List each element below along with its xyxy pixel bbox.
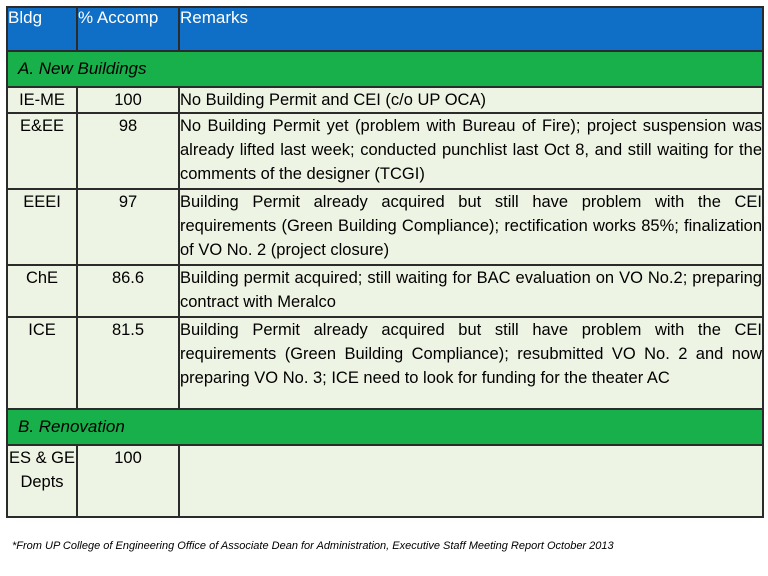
accomp-cell: 86.6 <box>77 265 179 317</box>
remarks-cell: Building permit acquired; still waiting for BAC evaluation on VO No.2; preparing contract with Meralco <box>179 265 763 317</box>
header-remarks: Remarks <box>179 7 763 51</box>
footnote: *From UP College of Engineering Office of Associate Dean for Administration, Executive Staff Meeting Report October 2013 <box>12 540 614 552</box>
accomp-cell: 100 <box>77 87 179 113</box>
table-row <box>7 317 763 409</box>
bldg-cell: E&EE <box>7 113 77 189</box>
accomp-cell: 81.5 <box>77 317 179 409</box>
bldg-cell: ChE <box>7 265 77 317</box>
remarks-cell <box>179 445 763 517</box>
table-row <box>7 445 763 517</box>
accomp-cell: 100 <box>77 445 179 517</box>
section-row <box>7 409 763 445</box>
remarks-cell: No Building Permit yet (problem with Bureau of Fire); project suspension was already lifted last week; conducted punchlist last Oct 8, and still waiting for the comments of the designer (TCGI) <box>179 113 763 189</box>
table-row <box>7 189 763 265</box>
remarks-cell: Building Permit already acquired but still have problem with the CEI requirements (Green Building Compliance); rectification works 85%; finalization of VO No. 2 (project closure) <box>179 189 763 265</box>
header-accomp: % Accomp <box>77 7 179 51</box>
bldg-cell: ES & GE Depts <box>7 445 77 517</box>
header-row <box>7 7 763 51</box>
accomp-cell: 98 <box>77 113 179 189</box>
header-bldg: Bldg <box>7 7 77 51</box>
section-new-buildings: A. New Buildings <box>7 51 763 87</box>
bldg-cell: EEEI <box>7 189 77 265</box>
bldg-cell: ICE <box>7 317 77 409</box>
section-row <box>7 51 763 87</box>
remarks-cell: No Building Permit and CEI (c/o UP OCA) <box>179 87 763 113</box>
table-row <box>7 265 763 317</box>
table-row <box>7 113 763 189</box>
bldg-cell: IE-ME <box>7 87 77 113</box>
table-row <box>7 87 763 113</box>
remarks-cell: Building Permit already acquired but still have problem with the CEI requirements (Green Building Compliance); resubmitted VO No. 2 and now preparing VO No. 3; ICE need to look for funding for the theater AC <box>179 317 763 409</box>
accomp-cell: 97 <box>77 189 179 265</box>
status-table <box>6 6 764 518</box>
section-renovation: B. Renovation <box>7 409 763 445</box>
